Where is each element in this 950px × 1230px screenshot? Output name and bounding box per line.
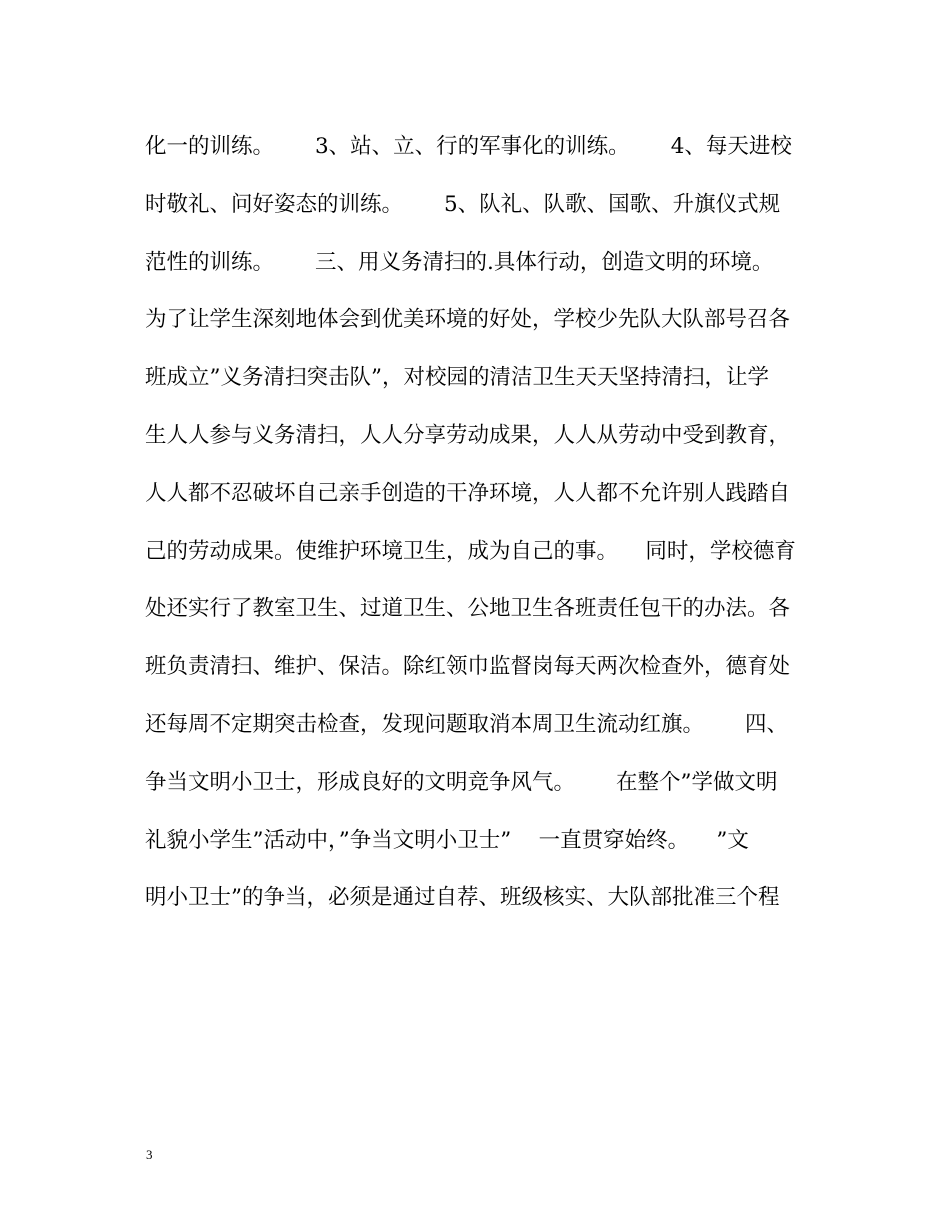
- text-line: 人人都不忍破坏自己亲手创造的干净环境，人人都不允许别人践踏自: [145, 480, 791, 506]
- text-line: 己的劳动成果。使维护环境卫生，成为自己的事。 同时，学校德育: [145, 538, 796, 564]
- page-number: 3: [146, 1147, 153, 1162]
- text-line: 班负责清扫、维护、保洁。除红领巾监督岗每天两次检查外，德育处: [145, 654, 791, 680]
- text-line: 范性的训练。 三、用义务清扫的.具体行动，创造文明的环境。: [145, 249, 774, 275]
- text-line: 化一的训练。 3、站、立、行的军事化的训练。 4、每天进校: [145, 134, 792, 159]
- text-line: 还每周不定期突击检查，发现问题取消本周卫生流动红旗。 四、: [145, 711, 789, 737]
- text-line: 时敬礼、问好姿态的训练。 5、队礼、队歌、国歌、升旗仪式规: [145, 191, 781, 217]
- text-line: 生人人参与义务清扫，人人分享劳动成果，人人从劳动中受到教育，: [145, 422, 791, 448]
- text-line: 明小卫士”的争当，必须是通过自荐、班级核实、大队部批准三个程: [145, 885, 780, 911]
- text-line: 争当文明小卫士，形成良好的文明竞争风气。 在整个”学做文明: [145, 769, 778, 795]
- text-line: 班成立”义务清扫突击队”，对校园的清洁卫生天天坚持清扫，让学: [145, 365, 769, 391]
- text-line: 处还实行了教室卫生、过道卫生、公地卫生各班责任包干的办法。各: [145, 596, 791, 622]
- text-line: 礼貌小学生”活动中，”争当文明小卫士” 一直贯穿始终。 ”文: [145, 827, 749, 853]
- text-line: 为了让学生深刻地体会到优美环境的好处，学校少先队大队部号召各: [145, 307, 791, 333]
- body-text: [145, 118, 805, 927]
